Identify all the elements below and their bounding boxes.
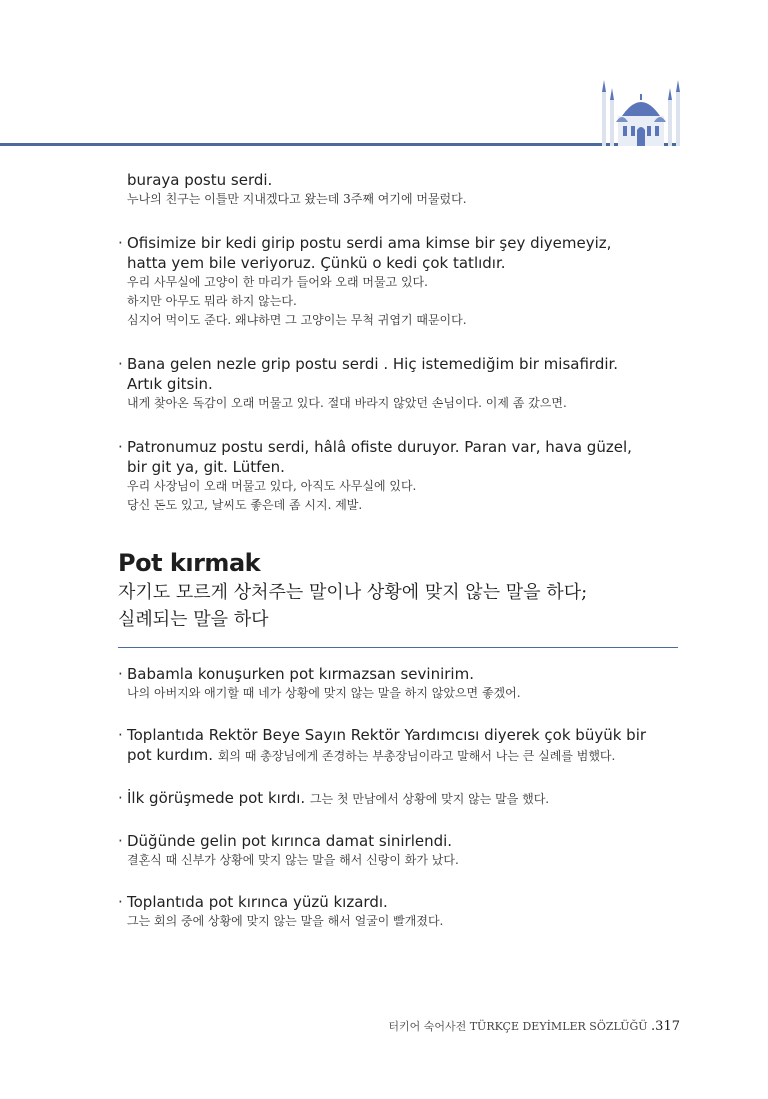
turkish-sentence: pot kurdım. xyxy=(127,746,214,764)
korean-translation: 내게 찾아온 독감이 오래 머물고 있다. 절대 바라지 않았던 손님이다. 이제 좀 갔으면. xyxy=(127,396,567,410)
footer-title: 터키어 숙어사전 TÜRKÇE DEYİMLER SÖZLÜĞÜ xyxy=(388,1020,648,1033)
korean-translation: 결혼식 때 신부가 상황에 맞지 않는 말을 해서 신랑이 화가 났다. xyxy=(127,853,459,867)
turkish-sentence-line xyxy=(127,745,688,766)
page-content xyxy=(118,170,688,931)
turkish-sentence: · Patronumuz postu serdi, hâlâ ofiste duruyor. Paran var, hava güzel, xyxy=(127,438,632,456)
example-entry xyxy=(118,725,688,766)
idiom-meaning: 실례되는 말을 하다 xyxy=(118,609,269,630)
korean-translation: 하지만 아무도 뭐라 하지 않는다. xyxy=(127,294,297,308)
turkish-sentence: hatta yem bile veriyoruz. Çünkü o kedi çok tatlıdır. xyxy=(127,254,506,272)
korean-translation: 그는 회의 중에 상황에 맞지 않는 말을 해서 얼굴이 빨개졌다. xyxy=(127,914,444,928)
idiom-title: Pot kırmak xyxy=(118,549,261,577)
example-entry xyxy=(118,233,688,330)
header-rule xyxy=(0,143,680,146)
turkish-sentence: buraya postu serdi. xyxy=(127,171,273,189)
example-entry xyxy=(118,170,688,209)
page-footer xyxy=(388,1018,680,1034)
example-entry xyxy=(118,664,688,703)
idiom-meaning: 자기도 모르게 상처주는 말이나 상황에 맞지 않는 말을 하다; xyxy=(118,582,588,603)
korean-translation: 누나의 친구는 이틀만 지내겠다고 왔는데 3주째 여기에 머물렀다. xyxy=(127,192,467,206)
turkish-sentence: · Bana gelen nezle grip postu serdi . Hiç istemediğim bir misafirdir. xyxy=(127,355,619,373)
turkish-sentence: · Düğünde gelin pot kırınca damat sinirlendi. xyxy=(127,832,453,850)
turkish-sentence: bir git ya, git. Lütfen. xyxy=(127,458,285,476)
page-number: .317 xyxy=(651,1019,680,1034)
example-entry xyxy=(118,831,688,870)
example-entry xyxy=(118,437,688,515)
section-divider xyxy=(118,647,678,648)
korean-translation: 그는 첫 만남에서 상황에 맞지 않는 말을 했다. xyxy=(309,792,550,806)
turkish-sentence: · Toplantıda Rektör Beye Sayın Rektör Yardımcısı diyerek çok büyük bir xyxy=(127,726,647,744)
korean-translation: 우리 사장님이 오래 머물고 있다, 아직도 사무실에 있다. xyxy=(127,479,417,493)
korean-translation: 회의 때 총장님에게 존경하는 부총장님이라고 말해서 나는 큰 실례를 범했다. xyxy=(217,749,616,763)
turkish-sentence-line xyxy=(127,788,688,809)
korean-translation: 당신 돈도 있고, 날씨도 좋은데 좀 시지. 제발. xyxy=(127,498,363,512)
mosque-icon xyxy=(598,78,684,146)
turkish-sentence: İlk görüşmede pot kırdı. xyxy=(127,789,306,807)
turkish-sentence: · Toplantıda pot kırınca yüzü kızardı. xyxy=(127,893,388,911)
example-entry xyxy=(118,354,688,413)
turkish-sentence: · Ofisimize bir kedi girip postu serdi ama kimse bir şey diyemeyiz, xyxy=(127,234,612,252)
turkish-sentence: Artık gitsin. xyxy=(127,375,213,393)
turkish-sentence: · Babamla konuşurken pot kırmazsan sevinirim. xyxy=(127,665,474,683)
example-entry xyxy=(118,892,688,931)
korean-translation: 나의 아버지와 애기할 때 네가 상황에 맞지 않는 말을 하지 않았으면 좋겠어. xyxy=(127,686,521,700)
korean-translation: 우리 사무실에 고양이 한 마리가 들어와 오래 머물고 있다. xyxy=(127,275,428,289)
korean-translation: 심지어 먹이도 준다. 왜냐하면 그 고양이는 무척 귀엽기 때문이다. xyxy=(127,313,467,327)
example-entry xyxy=(118,788,688,809)
